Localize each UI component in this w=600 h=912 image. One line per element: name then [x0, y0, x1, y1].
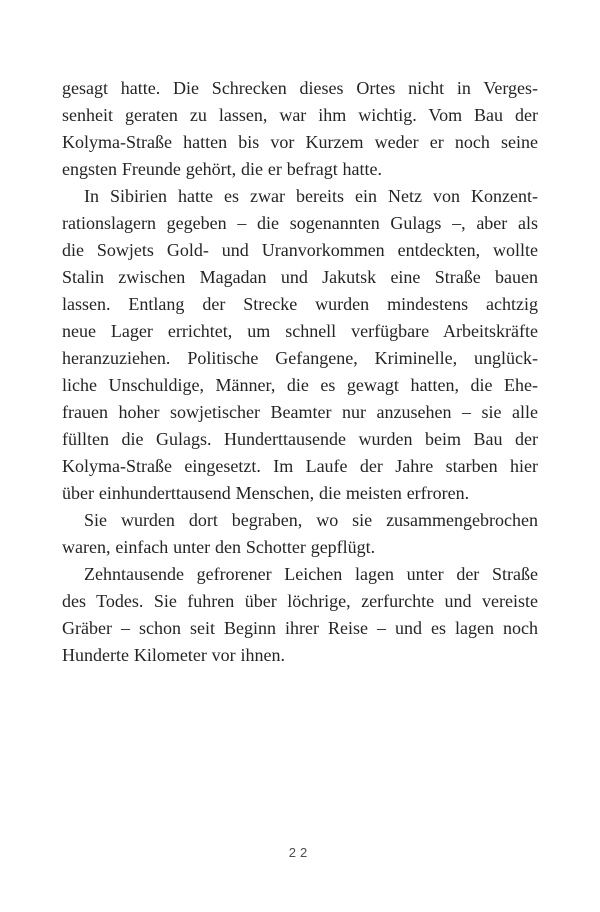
text-line: gesagt hatte. Die Schrecken dieses Ortes nicht in Verges-	[62, 78, 538, 98]
text-line: füllten die Gulags. Hunderttausende wurden beim Bau der	[62, 429, 538, 449]
text-line: des Todes. Sie fuhren über löchrige, zerfurchte und vereiste	[62, 591, 538, 611]
paragraph	[62, 507, 538, 561]
text-line: waren, einfach unter den Schotter gepflügt.	[62, 537, 376, 557]
text-line: Kolyma-Straße hatten bis vor Kurzem weder er noch seine	[62, 132, 538, 152]
text-line: Sie wurden dort begraben, wo sie zusammengebrochen	[84, 510, 538, 530]
text-line: engsten Freunde gehört, die er befragt hatte.	[62, 159, 383, 179]
text-line: über einhunderttausend Menschen, die meisten erfroren.	[62, 483, 470, 503]
paragraph	[62, 561, 538, 669]
text-line: Gräber – schon seit Beginn ihrer Reise – und es lagen noch	[62, 618, 538, 638]
text-line: die Sowjets Gold- und Uranvorkommen entdeckten, wollte	[62, 240, 538, 260]
text-line: senheit geraten zu lassen, war ihm wichtig. Vom Bau der	[62, 105, 538, 125]
paragraph	[62, 183, 538, 507]
text-line: In Sibirien hatte es zwar bereits ein Netz von Konzent-	[84, 186, 538, 206]
text-line: Kolyma-Straße eingesetzt. Im Laufe der Jahre starben hier	[62, 456, 538, 476]
text-line: lassen. Entlang der Strecke wurden mindestens achtzig	[62, 294, 538, 314]
text-line: frauen hoher sowjetischer Beamter nur anzusehen – sie alle	[62, 402, 538, 422]
text-line: rationslagern gegeben – die sogenannten Gulags –, aber als	[62, 213, 538, 233]
text-line: Zehntausende gefrorener Leichen lagen unter der Straße	[84, 564, 538, 584]
paragraph	[62, 75, 538, 183]
text-line: heranzuziehen. Politische Gefangene, Kriminelle, unglück-	[62, 348, 538, 368]
text-line: Stalin zwischen Magadan und Jakutsk eine Straße bauen	[62, 267, 538, 287]
text-line: neue Lager errichtet, um schnell verfügbare Arbeitskräfte	[62, 321, 538, 341]
page-number: 22	[288, 845, 312, 860]
text-line: liche Unschuldige, Männer, die es gewagt hatten, die Ehe-	[62, 375, 538, 395]
page-text	[62, 75, 538, 669]
text-line: Hunderte Kilometer vor ihnen.	[62, 645, 286, 665]
